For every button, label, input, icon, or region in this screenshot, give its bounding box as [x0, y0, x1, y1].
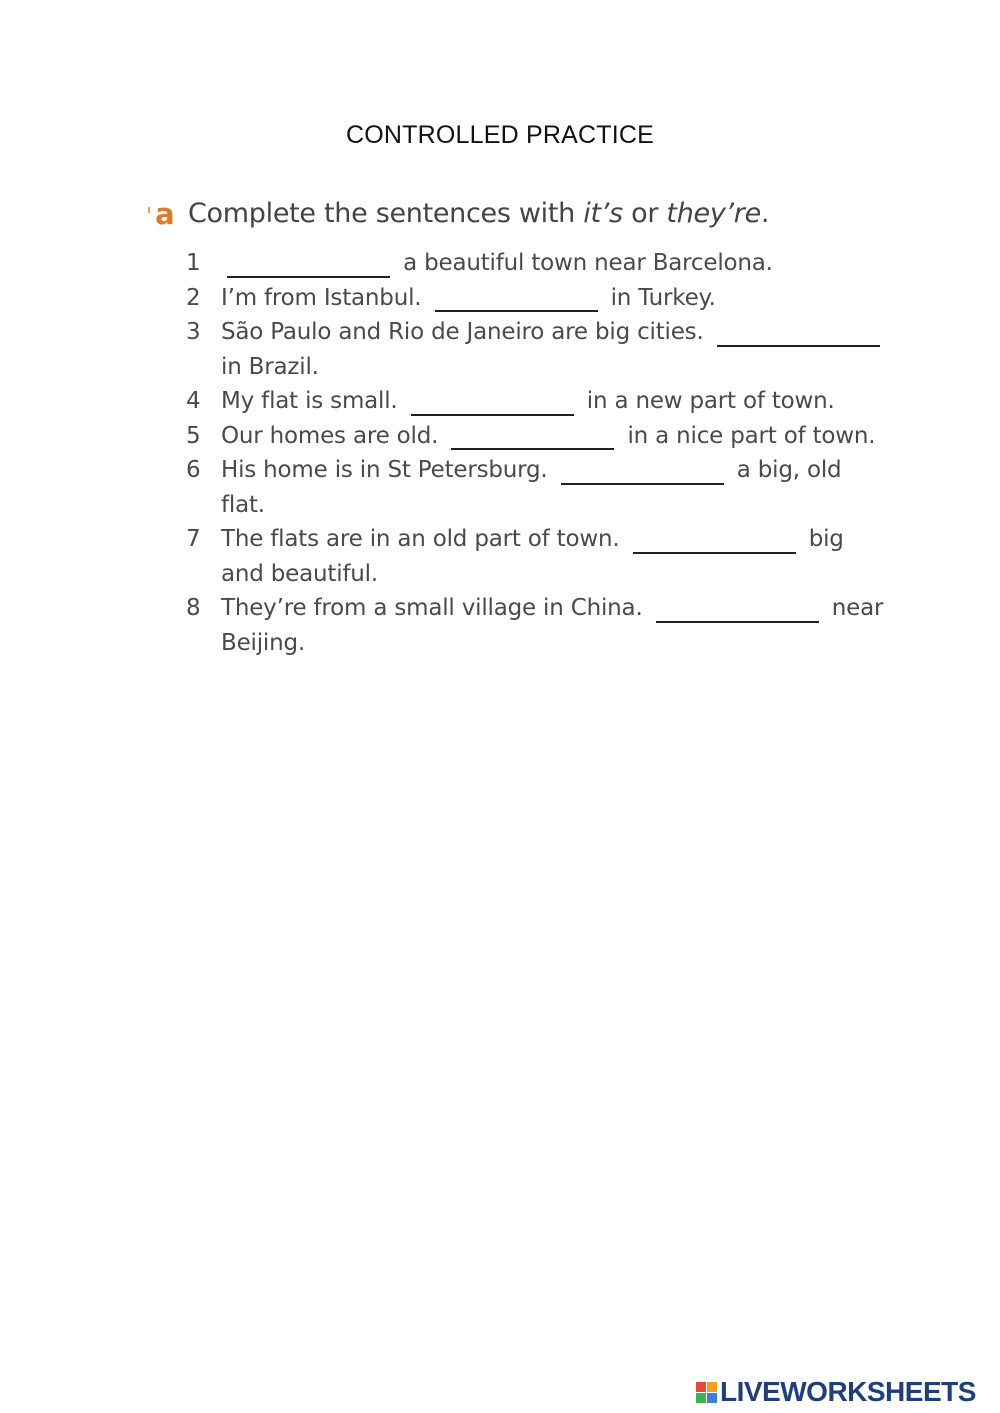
item-number: 3: [186, 319, 201, 345]
item-number: 2: [186, 284, 201, 311]
list-item: 8 They’re from a small village in China. near Beijing.: [186, 591, 886, 660]
exercise-instruction: Complete the sentences with it’s or they’re.: [188, 198, 770, 229]
item-number: 7: [186, 526, 201, 552]
answer-blank-4[interactable]: [411, 394, 574, 416]
item-number: 6: [186, 457, 201, 483]
list-item: 3 São Paulo and Rio de Janeiro are big cities. in Brazil.: [186, 315, 886, 384]
answer-blank-8[interactable]: [656, 601, 819, 623]
item-number: 5: [186, 422, 201, 449]
page-title: CONTROLLED PRACTICE: [345, 121, 654, 149]
answer-blank-1[interactable]: [227, 256, 390, 278]
answer-blank-7[interactable]: [633, 532, 796, 554]
list-item: 6 His home is in St Petersburg. a big, old flat.: [186, 453, 886, 522]
logo-mark-icon: [696, 1382, 717, 1403]
answer-blank-5[interactable]: [451, 428, 614, 450]
item-number: 4: [186, 388, 201, 414]
liveworksheets-logo: [696, 1376, 976, 1408]
exercise-letter: ˈ a: [146, 197, 175, 231]
exercise-list: [186, 246, 886, 660]
item-number: 1: [186, 250, 201, 276]
option-theyre: they’re: [666, 198, 761, 229]
list-item: 5 Our homes are old. in a nice part of town.: [186, 419, 886, 454]
answer-blank-6[interactable]: [561, 463, 724, 485]
list-item: 4 My flat is small. in a new part of town.: [186, 384, 886, 419]
item-number: 8: [186, 595, 201, 621]
list-item: 2 I’m from Istanbul. in Turkey.: [186, 281, 886, 316]
brand-name: LIVEWORKSHEETS: [720, 1376, 976, 1407]
option-its: it’s: [583, 198, 623, 229]
answer-blank-2[interactable]: [435, 290, 598, 312]
list-item: 1 a beautiful town near Barcelona.: [186, 246, 886, 281]
answer-blank-3[interactable]: [717, 325, 880, 347]
list-item: 7 The flats are in an old part of town. big and beautiful.: [186, 522, 886, 591]
